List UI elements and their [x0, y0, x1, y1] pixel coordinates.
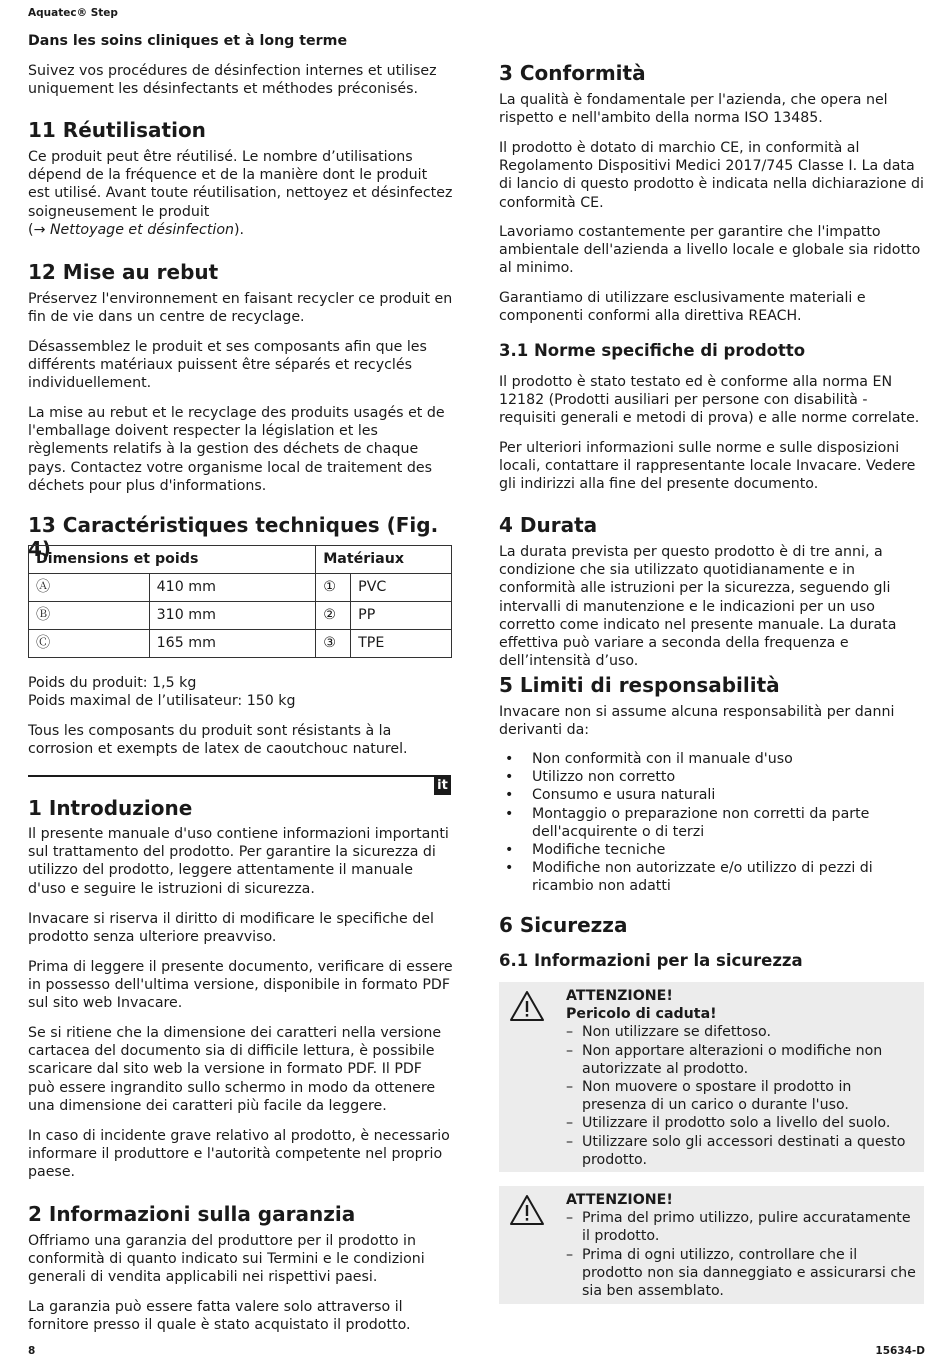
arrow-right-icon: →: [33, 221, 46, 238]
warning-box-fall: [499, 982, 924, 1172]
material-value: PP: [351, 602, 452, 630]
section-1-paragraph-2: Invacare si riserva il diritto di modificare le specifiche del prodotto senza ulteriore preavviso.: [28, 911, 434, 946]
section-3-paragraph-2: Il prodotto è dotato di marchio CE, in conformità al Regolamento Dispositivi Medici 2017/745 Classe I. La data di lancio di questo prodotto è indicata nella dichiarazione di conformità CE.: [499, 140, 924, 211]
bullet-icon: •: [505, 860, 514, 877]
cross-ref-open: (: [28, 221, 34, 238]
dash-icon: –: [566, 1210, 574, 1227]
list-item: – Non muovere o spostare il prodotto in presenza di un carico o durante l'uso.: [566, 1079, 852, 1114]
document-code: 15634-D: [875, 1345, 925, 1357]
max-user-weight: Poids maximal de l’utilisateur: 150 kg: [28, 693, 296, 710]
section-11-text: [28, 148, 453, 239]
section-1-paragraph-5: In caso di incidente grave relativo al prodotto, è necessario informare il produttore e l'autorità competente nel proprio paese.: [28, 1128, 450, 1181]
section-1-paragraph-1: Il presente manuale d'uso contiene informazioni importanti sul trattamento del prodotto. Per garantire la sicurezza di utilizzo del prodotto, leggere attentamente il manuale d'uso e seguire le istruzioni di sicurezza.: [28, 826, 449, 897]
dash-icon: –: [566, 1079, 574, 1096]
section-12-paragraph-1: Préservez l'environnement en faisant recycler ce produit en fin de vie dans un centre de recyclage.: [28, 291, 453, 326]
dimension-key: Ⓒ: [29, 630, 150, 658]
corrosion-note: Tous les composants du produit sont résistants à la corrosion et exempts de latex de caoutchouc naturel.: [28, 723, 408, 758]
language-badge: it: [434, 777, 451, 795]
section-1-paragraph-3: Prima di leggere il presente documento, verificare di essere in possesso dell'ultima versione, disponibile in formato PDF sul sito web Invacare.: [28, 959, 453, 1012]
dash-icon: –: [566, 1246, 574, 1263]
list-item: – Non apportare alterazioni o modifiche non autorizzate al prodotto.: [566, 1042, 883, 1077]
table-row: [29, 574, 452, 602]
list-item: – Utilizzare il prodotto solo a livello del suolo.: [566, 1115, 891, 1132]
technical-specs-table-wrap: [28, 545, 453, 658]
dimension-value: 310 mm: [149, 602, 316, 630]
list-item: – Utilizzare solo gli accessori destinati a questo prodotto.: [566, 1133, 906, 1168]
list-item: • Utilizzo non corretto: [505, 769, 676, 786]
list-item: – Prima di ogni utilizzo, controllare che il prodotto non sia danneggiato e assicurarsi che sia ben assemblato.: [566, 1246, 916, 1300]
warning-label: ATTENZIONE!: [566, 1192, 673, 1208]
bullet-icon: •: [505, 751, 514, 767]
section-11-title: 11 Réutilisation: [28, 118, 206, 142]
list-item: • Modifiche non autorizzate e/o utilizzo di pezzi di ricambio non adatti: [505, 860, 873, 895]
dash-icon: –: [566, 1024, 574, 1041]
bullet-icon: •: [505, 769, 514, 786]
section-13-title: 13 Caractéristiques techniques (Fig. 4): [28, 513, 439, 561]
section-11-body: Ce produit peut être réutilisé. Le nombre d’utilisations dépend de la fréquence et de la manière dont le produit est utilisé. Avant toute réutilisation, nettoyez et désinfectez soigneusement le produit: [28, 149, 453, 220]
section-2-paragraph-2: La garanzia può essere fatta valere solo attraverso il fornitore presso il quale è stato acquistato il prodotto.: [28, 1299, 411, 1334]
page-number: 8: [28, 1345, 36, 1357]
bullet-icon: •: [505, 805, 514, 822]
section-3-1-paragraph-1: Il prodotto è stato testato ed è conforme alla norma EN 12182 (Prodotti ausiliari per persone con disabilità - requisiti generali e metodi di prova) e alle norme correlate.: [499, 374, 920, 427]
material-number: ①: [316, 574, 351, 602]
table-header-row: [29, 546, 452, 574]
section-3-paragraph-3: Lavoriamo costantemente per garantire che l'impatto ambientale dell'azienda a livello locale e globale sia ridotto al minimo.: [499, 224, 921, 277]
material-number: ③: [316, 630, 351, 658]
list-item: – Non utilizzare se difettoso.: [566, 1024, 771, 1041]
section-12-paragraph-2: Désassemblez le produit et ses composants afin que les différents matériaux puissent être séparés et recyclés individuellement.: [28, 339, 427, 392]
warning-subtitle: Pericolo di caduta!: [566, 1006, 717, 1023]
warning-box-cleaning: [499, 1186, 924, 1304]
table-header-dimensions: Dimensions et poids: [29, 546, 316, 574]
cross-ref-cleaning-link[interactable]: Nettoyage et désinfection: [45, 221, 234, 238]
dash-icon: –: [566, 1133, 574, 1150]
section-1-paragraph-4: Se si ritiene che la dimensione dei caratteri nella versione cartacea del documento sia di difficile lettura, è possibile scaricare dal sito web la versione in formato PDF. Il PDF può essere ingrandito sullo schermo in modo da ottenere una dimensione dei caratteri più facile da leggere.: [28, 1025, 442, 1114]
clinical-care-heading: Dans les soins cliniques et à long terme: [28, 33, 348, 49]
section-1-title: 1 Introduzione: [28, 796, 193, 820]
section-3-paragraph-4: Garantiamo di utilizzare esclusivamente materiali e componenti conformi alla direttiva REACH.: [499, 290, 866, 325]
material-value: TPE: [351, 630, 452, 658]
dimension-key: Ⓑ: [29, 602, 150, 630]
section-12-title: 12 Mise au rebut: [28, 260, 219, 284]
section-2-title: 2 Informazioni sulla garanzia: [28, 1202, 356, 1226]
section-4-title: 4 Durata: [499, 513, 598, 537]
table-row: [29, 602, 452, 630]
cross-ref-close: ).: [234, 221, 245, 238]
warning-body: [566, 987, 918, 1169]
list-item: • Non conformità con il manuale d'uso: [505, 751, 793, 767]
bullet-icon: •: [505, 787, 514, 804]
dash-icon: –: [566, 1115, 574, 1132]
section-12-paragraph-3: La mise au rebut et le recyclage des produits usagés et de l'emballage doivent respecter la législation et les règlements relatifs à la gestion des déchets de chaque pays. Contactez votre organisme local de traitement des déchets pour plus d'informations.: [28, 405, 445, 494]
weight-info: [28, 674, 453, 710]
liability-list: [499, 750, 924, 896]
dimension-key: Ⓐ: [29, 574, 150, 602]
language-divider: [28, 775, 451, 777]
section-3-1-title: 3.1 Norme specifiche di prodotto: [499, 341, 806, 360]
section-4-paragraph-1: La durata prevista per questo prodotto è di tre anni, a condizione che sia utilizzato quotidianamente e in conformità alle istruzioni per la sicurezza, seguendo gli intervalli di manutenzione e le indicazioni per un uso corretto come indicato nel presente manuale. La durata effettiva può variare a seconda della frequenza e dell’intensità d’uso.: [499, 544, 897, 670]
table-row: [29, 630, 452, 658]
warning-label: ATTENZIONE!: [566, 988, 673, 1004]
section-3-1-paragraph-2: Per ulteriori informazioni sulle norme e sulle disposizioni locali, contattare il rappresentante locale Invacare. Vedere gli indirizzi alla fine del presente documento.: [499, 440, 916, 493]
material-value: PVC: [351, 574, 452, 602]
list-item: • Consumo e usura naturali: [505, 787, 716, 804]
section-6-1-title: 6.1 Informazioni per la sicurezza: [499, 951, 803, 970]
warning-triangle-icon: [509, 1194, 545, 1226]
dimension-value: 165 mm: [149, 630, 316, 658]
section-5-intro: Invacare non si assume alcuna responsabilità per danni derivanti da:: [499, 704, 895, 739]
product-weight: Poids du produit: 1,5 kg: [28, 675, 197, 691]
section-2-paragraph-1: Offriamo una garanzia del produttore per il prodotto in conformità di quanto indicato sui Termini e le condizioni generali di vendita applicabili nei rispettivi paesi.: [28, 1233, 425, 1286]
dash-icon: –: [566, 1042, 574, 1059]
warning-body: [566, 1191, 918, 1300]
clinical-care-text: Suivez vos procédures de désinfection internes et utilisez uniquement les désinfectants et méthodes préconisés.: [28, 63, 437, 98]
bullet-icon: •: [505, 842, 514, 859]
document-header-title: Aquatec® Step: [28, 7, 118, 19]
section-5-title: 5 Limiti di responsabilità: [499, 673, 780, 697]
section-3-paragraph-1: La qualità è fondamentale per l'azienda, che opera nel rispetto e nell'ambito della norma ISO 13485.: [499, 92, 888, 127]
table-header-materials: Matériaux: [316, 546, 452, 574]
technical-specs-table: [28, 545, 452, 658]
section-6-title: 6 Sicurezza: [499, 913, 628, 937]
warning-list: [566, 1209, 918, 1300]
liability-list-wrap: [499, 750, 924, 896]
list-item: • Modifiche tecniche: [505, 842, 666, 859]
section-3-title: 3 Conformità: [499, 61, 646, 85]
list-item: • Montaggio o preparazione non corretti da parte dell'acquirente o di terzi: [505, 805, 870, 840]
list-item: – Prima del primo utilizzo, pulire accuratamente il prodotto.: [566, 1210, 911, 1245]
material-number: ②: [316, 602, 351, 630]
dimension-value: 410 mm: [149, 574, 316, 602]
warning-triangle-icon: [509, 990, 545, 1022]
warning-list: [566, 1023, 918, 1169]
